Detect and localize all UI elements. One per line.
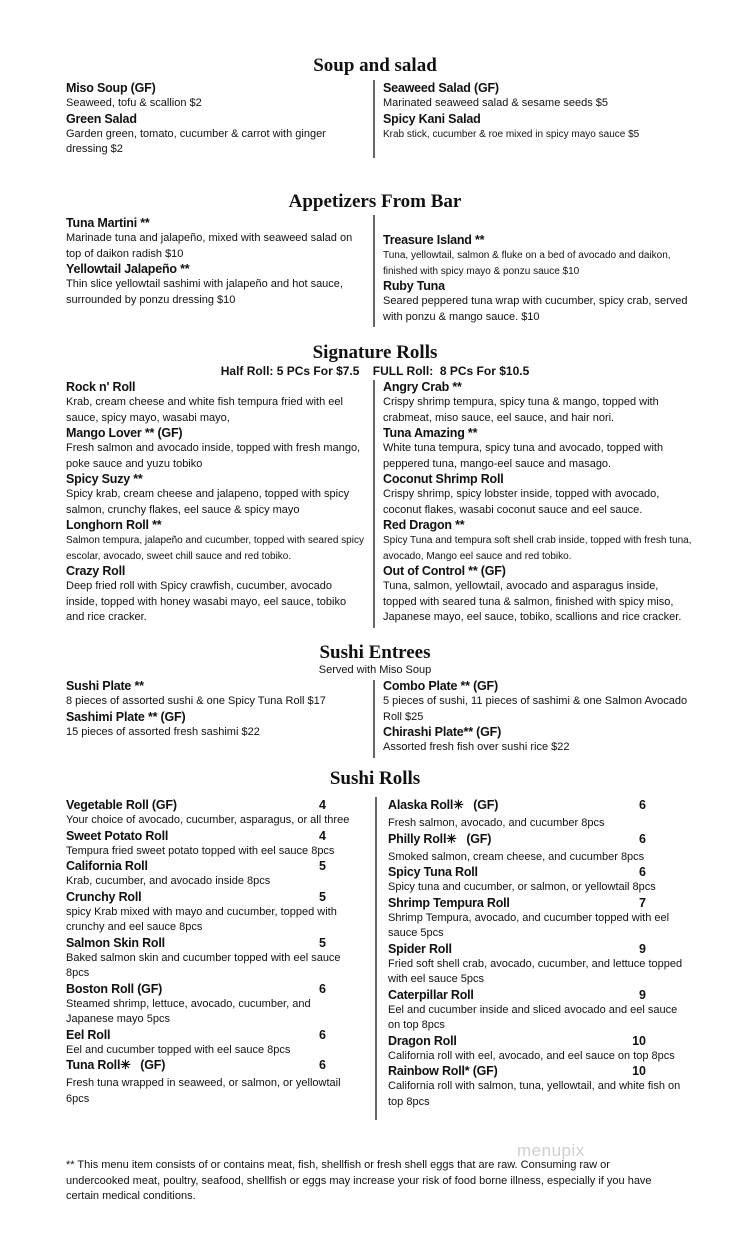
menu-item-price: 7 — [639, 895, 646, 910]
menu-item-desc: Deep fried roll with Spicy crawfish, cucumber, avocado inside, topped with honey wasabi mayo, eel sauce, tobiko and rice cracker. — [66, 580, 347, 623]
menu-item-name: Crazy Roll — [66, 564, 126, 578]
soup-section-title: Soup and salad — [313, 55, 437, 76]
menu-item-price: 9 — [639, 941, 646, 956]
menu-item-price: 5 — [319, 935, 326, 950]
menu-item-name: Spider Roll — [388, 941, 452, 956]
soup-right-column — [383, 81, 693, 142]
menu-item-price: 5 — [319, 859, 326, 873]
menu-item-name: Rock n' Roll — [66, 380, 136, 394]
menu-item-name: Combo Plate ** (GF) — [383, 679, 498, 693]
menu-item-name: Out of Control ** (GF) — [383, 564, 506, 578]
entrees-right-column — [383, 679, 693, 756]
menu-item-name: Sushi Plate ** — [66, 679, 144, 693]
menu-item-name: Spicy Suzy ** — [66, 472, 143, 486]
entrees-section-title: Sushi Entrees — [319, 642, 431, 663]
signature-left-column — [66, 380, 364, 626]
menu-item-desc: California roll with eel, avocado, and eel sauce on top 8pcs — [388, 1049, 675, 1062]
menu-item-desc: Spicy krab, cream cheese and jalapeno, topped with spicy salmon, crunchy flakes, eel sauce & spicy mayo — [66, 488, 350, 516]
menu-item-desc: Salmon tempura, jalapeño and cucumber, topped with seared spicy escolar, avocado, sweet chill sauce and red tobiko. — [66, 535, 364, 562]
menu-item-desc: Baked salmon skin and cucumber topped with eel sauce 8pcs — [66, 951, 341, 979]
menu-item-name: Salmon Skin Roll — [66, 935, 165, 950]
menu-item-name: Spicy Tuna Roll — [388, 865, 478, 879]
appetizers-right-column — [383, 233, 693, 325]
menu-item-name: Crunchy Roll — [66, 889, 142, 904]
menu-item-name: Sweet Potato Roll — [66, 828, 169, 843]
menu-item-desc: Tuna, salmon, yellowtail, avocado and asparagus inside, topped with seared tuna & salmon, finished with spicy miso, Japanese mayo, eel sauce, tobiko, scallions and rice cracker. — [383, 580, 682, 623]
soup-left-column — [66, 81, 356, 158]
menu-item-desc: Seaweed, tofu & scallion $2 — [66, 97, 202, 109]
appetizers-section-title: Appetizers From Bar — [288, 191, 462, 212]
menu-item-price: 4 — [319, 828, 326, 843]
menu-item-desc: Steamed shrimp, lettuce, avocado, cucumber, and Japanese mayo 5pcs — [66, 997, 311, 1025]
menu-item-price: 6 — [639, 831, 646, 846]
signature-right-column — [383, 380, 695, 626]
menu-item-desc: Assorted fresh fish over sushi rice $22 — [383, 741, 570, 753]
signature-pricing: Half Roll: 5 PCs For $7.5 FULL Roll: 8 PCs For $10.5 — [220, 364, 530, 378]
menu-item-name: Dragon Roll — [388, 1033, 457, 1048]
menu-item-name: Coconut Shrimp Roll — [383, 472, 504, 486]
menu-item-desc: Fresh salmon, avocado, and cucumber 8pcs — [388, 817, 605, 829]
menu-item-name: Spicy Kani Salad — [383, 111, 481, 126]
menu-item-name: Miso Soup (GF) — [66, 81, 156, 95]
watermark: menupix — [517, 1141, 585, 1160]
entrees-subtitle: Served with Miso Soup — [318, 664, 432, 676]
menu-item-desc: Spicy tuna and cucumber, or salmon, or yellowtail 8pcs — [388, 881, 656, 893]
menu-item-desc: 15 pieces of assorted fresh sashimi $22 — [66, 725, 260, 738]
menu-item-desc: California roll with salmon, tuna, yellowtail, and white fish on top 8pcs — [388, 1080, 681, 1108]
menu-item-desc: Marinade tuna and jalapeño, mixed with seaweed salad on top of daikon radish $10 — [66, 232, 353, 260]
rolls-right-column — [388, 798, 684, 1110]
menu-item-desc: Eel and cucumber inside and sliced avocado and eel sauce on top 8pcs — [388, 1003, 678, 1031]
menu-item-desc: Spicy Tuna and tempura soft shell crab inside, topped with fresh tuna, avocado, Mango eel sauce and red tobiko. — [383, 535, 692, 562]
menu-item-price: 6 — [319, 1058, 326, 1072]
menu-item-price: 10 — [632, 1064, 646, 1078]
menu-item-price: 10 — [632, 1033, 646, 1048]
menu-item-desc: spicy Krab mixed with mayo and cucumber, topped with crunchy and eel sauce 8pcs — [66, 905, 337, 933]
entrees-left-column — [66, 679, 362, 740]
menu-item-name: Boston Roll (GF) — [66, 981, 163, 996]
menu-item-desc: Fresh tuna wrapped in seaweed, or salmon, or yellowtail 6pcs — [66, 1077, 341, 1105]
menu-item-name: Tuna Amazing ** — [383, 426, 478, 440]
signature-section-title: Signature Rolls — [312, 342, 438, 363]
column-divider — [373, 680, 375, 758]
menu-item-desc: Thin slice yellowtail sashimi with jalapeño and hot sauce, surrounded by ponzu dressing $10 — [66, 278, 343, 306]
menu-item-price: 6 — [639, 798, 646, 812]
menu-item-name: Ruby Tuna — [383, 279, 445, 293]
rolls-left-column — [66, 798, 358, 1107]
menu-item-name: Seaweed Salad (GF) — [383, 81, 499, 95]
menu-item-desc: Krab, cream cheese and white fish tempura fried with eel sauce, spicy mayo, wasabi mayo, — [66, 396, 343, 424]
menu-item-name: Caterpillar Roll — [388, 987, 474, 1002]
menu-item-desc: Tuna, yellowtail, salmon & fluke on a bed of avocado and daikon, finished with spicy mayo & ponzu sauce $10 — [383, 250, 671, 277]
column-divider — [373, 215, 375, 327]
menu-item-name: Red Dragon ** — [383, 518, 465, 532]
menu-item-desc: Krab, cucumber, and avocado inside 8pcs — [66, 875, 271, 887]
menu-item-desc: Marinated seaweed salad & sesame seeds $5 — [383, 97, 609, 109]
menu-item-desc: Eel and cucumber topped with eel sauce 8pcs — [66, 1043, 291, 1056]
menu-item-name: Longhorn Roll ** — [66, 518, 162, 532]
menu-item-price: 6 — [319, 981, 326, 996]
menu-item-name: Angry Crab ** — [383, 380, 462, 394]
menu-item-name: Chirashi Plate** (GF) — [383, 725, 502, 739]
menu-item-name: Yellowtail Jalapeño ** — [66, 262, 190, 276]
menu-item-desc: 8 pieces of assorted sushi & one Spicy Tuna Roll $17 — [66, 695, 326, 707]
menu-item-name: Green Salad — [66, 111, 137, 126]
menu-item-price: 4 — [319, 798, 326, 812]
menu-item-name: Tuna Roll✳ (GF) — [66, 1058, 166, 1072]
menu-item-name: Mango Lover ** (GF) — [66, 426, 183, 440]
menu-item-name: Rainbow Roll* (GF) — [388, 1064, 498, 1078]
menu-item-name: Vegetable Roll (GF) — [66, 798, 177, 812]
menu-item-name: Alaska Roll✳ (GF) — [388, 798, 499, 812]
rolls-section-title: Sushi Rolls — [329, 768, 421, 789]
menu-item-desc: Fried soft shell crab, avocado, cucumber, and lettuce topped with eel sauce 5pcs — [388, 957, 683, 985]
menu-item-price: 6 — [319, 1027, 326, 1042]
menu-item-price: 5 — [319, 889, 326, 904]
menu-item-name: Eel Roll — [66, 1027, 111, 1042]
column-divider — [375, 797, 377, 1120]
column-divider — [373, 380, 375, 628]
menu-item-desc: Seared peppered tuna wrap with cucumber, spicy crab, served with ponzu & mango sauce. $10 — [383, 295, 688, 323]
menu-item-desc: Krab stick, cucumber & roe mixed in spicy mayo sauce $5 — [383, 128, 640, 140]
menu-item-desc: Shrimp Tempura, avocado, and cucumber topped with eel sauce 5pcs — [388, 911, 670, 939]
menu-item-desc: 5 pieces of sushi, 11 pieces of sashimi & one Salmon Avocado Roll $25 — [383, 695, 688, 723]
menu-item-price: 6 — [639, 865, 646, 879]
menu-item-name: California Roll — [66, 859, 148, 873]
appetizers-left-column — [66, 216, 362, 308]
menu-item-desc: Smoked salmon, cream cheese, and cucumber 8pcs — [388, 850, 645, 863]
menu-item-desc: Tempura fried sweet potato topped with eel sauce 8pcs — [66, 844, 335, 857]
menu-item-desc: Crispy shrimp, spicy lobster inside, topped with avocado, coconut flakes, wasabi coconut sauce and eel sauce. — [383, 488, 660, 516]
menu-item-desc: Crispy shrimp tempura, spicy tuna & mango, topped with crabmeat, miso sauce, eel sauce, and hair nori. — [383, 396, 659, 424]
menu-item-desc: Fresh salmon and avocado inside, topped with fresh mango, poke sauce and yuzu tobiko — [66, 442, 361, 470]
menu-item-desc: White tuna tempura, spicy tuna and avocado, topped with peppered tuna, mango-eel sauce and masago. — [383, 442, 664, 470]
menu-item-desc: Your choice of avocado, cucumber, asparagus, or all three — [66, 814, 350, 826]
menu-item-desc: Garden green, tomato, cucumber & carrot with ginger dressing $2 — [66, 127, 326, 155]
column-divider — [373, 80, 375, 158]
menu-item-name: Philly Roll✳ (GF) — [388, 831, 492, 846]
menu-item-price: 9 — [639, 987, 646, 1002]
raw-food-disclaimer: ** This menu item consists of or contains meat, fish, shellfish or fresh shell eggs that are raw. Consuming raw or undercooked meat, poultry, seafood, shellfish or eggs may increase your risk of food borne illness, especially if you have certain medical conditions. — [66, 1159, 652, 1202]
menu-item-name: Tuna Martini ** — [66, 216, 150, 230]
menu-item-name: Sashimi Plate ** (GF) — [66, 709, 186, 724]
menu-item-name: Shrimp Tempura Roll — [388, 895, 510, 910]
menu-item-name: Treasure Island ** — [383, 233, 485, 247]
